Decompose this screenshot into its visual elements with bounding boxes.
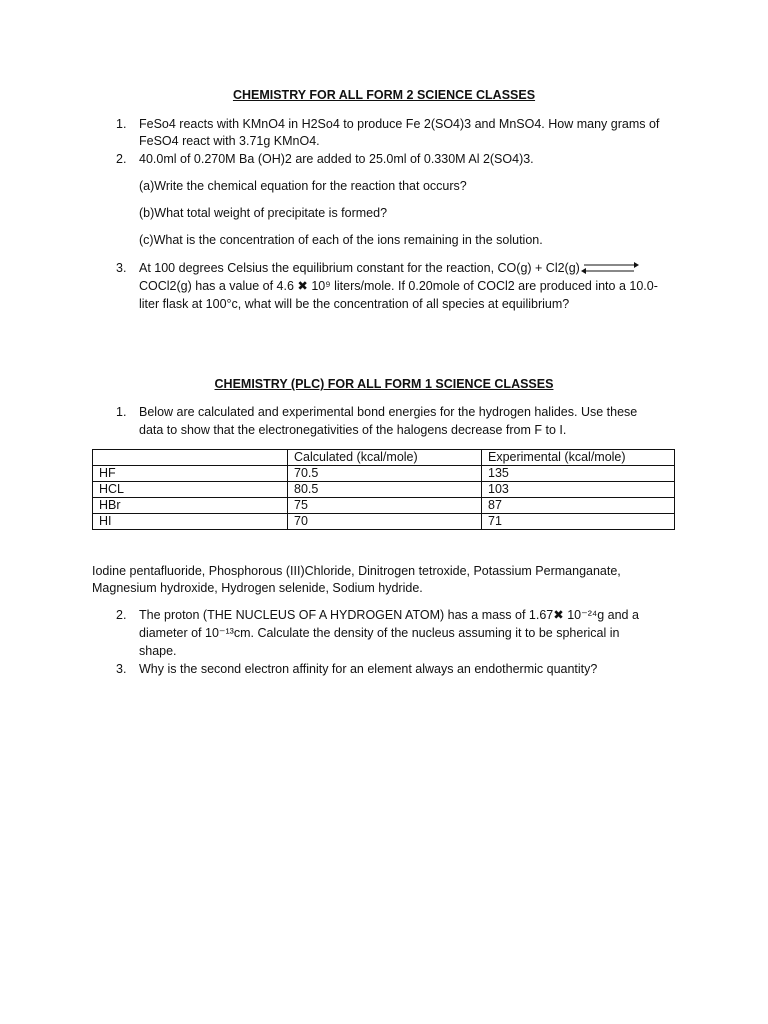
table-header-cell: Experimental (kcal/mole): [482, 450, 675, 466]
s2-q2-line3: shape.: [139, 644, 177, 658]
compounds-line2: Magnesium hydroxide, Hydrogen selenide, Sodium hydride.: [92, 581, 423, 595]
s1-q2-part-a: (a)Write the chemical equation for the reaction that occurs?: [139, 179, 467, 193]
table-cell: 135: [482, 466, 675, 482]
table-cell: HF: [93, 466, 288, 482]
s2-q2-number: 2.: [116, 608, 127, 622]
s1-q3-line2: COCl2(g) has a value of 4.6 ✖ 10⁹ liters/mole. If 0.20mole of COCl2 are produced into a 10.0-: [139, 279, 658, 293]
s1-q3-line3: liter flask at 100°c, what will be the concentration of all species at equilibrium?: [139, 297, 570, 311]
table-header-cell: [93, 450, 288, 466]
table-row: [93, 514, 675, 530]
table-cell: 87: [482, 498, 675, 514]
table-cell: 70: [288, 514, 482, 530]
table-cell: 103: [482, 482, 675, 498]
s1-q2-part-b: (b)What total weight of precipitate is formed?: [139, 206, 388, 220]
compounds-line1: Iodine pentafluoride, Phosphorous (III)Chloride, Dinitrogen tetroxide, Potassium Permanganate,: [92, 564, 621, 578]
s2-q1-line2: data to show that the electronegativities of the halogens decrease from F to I.: [139, 423, 567, 437]
s1-q1-number: 1.: [116, 117, 127, 131]
section1-title: CHEMISTRY FOR ALL FORM 2 SCIENCE CLASSES: [232, 88, 536, 102]
table-row: [93, 482, 675, 498]
table-cell: HCL: [93, 482, 288, 498]
bond-energy-table: [92, 449, 675, 530]
table-row: [93, 498, 675, 514]
s1-q1-line2: FeSO4 react with 3.71g KMnO4.: [139, 134, 320, 148]
s2-q3-line1: Why is the second electron affinity for an element always an endothermic quantity?: [139, 662, 598, 676]
table-row: [93, 466, 675, 482]
s2-q2-line1: The proton (THE NUCLEUS OF A HYDROGEN ATOM) has a mass of 1.67✖ 10⁻²⁴g and a: [139, 608, 639, 622]
s2-q1-line1: Below are calculated and experimental bond energies for the hydrogen halides. Use these: [139, 405, 638, 419]
table-cell: 75: [288, 498, 482, 514]
s2-q2-line2: diameter of 10⁻¹³cm. Calculate the density of the nucleus assuming it to be spherical in: [139, 626, 620, 640]
table-cell: 80.5: [288, 482, 482, 498]
s2-q1-number: 1.: [116, 405, 127, 419]
table-cell: HBr: [93, 498, 288, 514]
equilibrium-arrows-icon: [580, 261, 640, 275]
table-cell: HI: [93, 514, 288, 530]
s2-q3-number: 3.: [116, 662, 127, 676]
s1-q2-part-c: (c)What is the concentration of each of the ions remaining in the solution.: [139, 233, 543, 247]
s1-q2-line1: 40.0ml of 0.270M Ba (OH)2 are added to 25.0ml of 0.330M Al 2(SO4)3.: [139, 152, 534, 166]
table-header-row: [93, 450, 675, 466]
table-cell: 71: [482, 514, 675, 530]
table-header-cell: Calculated (kcal/mole): [288, 450, 482, 466]
s1-q2-number: 2.: [116, 152, 127, 166]
s1-q3-number: 3.: [116, 261, 127, 275]
section2-title: CHEMISTRY (PLC) FOR ALL FORM 1 SCIENCE CLASSES: [214, 377, 554, 391]
table-cell: 70.5: [288, 466, 482, 482]
s1-q3-line1: At 100 degrees Celsius the equilibrium constant for the reaction, CO(g) + Cl2(g): [139, 261, 580, 275]
s1-q1-line1: FeSo4 reacts with KMnO4 in H2So4 to produce Fe 2(SO4)3 and MnSO4. How many grams of: [139, 117, 660, 131]
